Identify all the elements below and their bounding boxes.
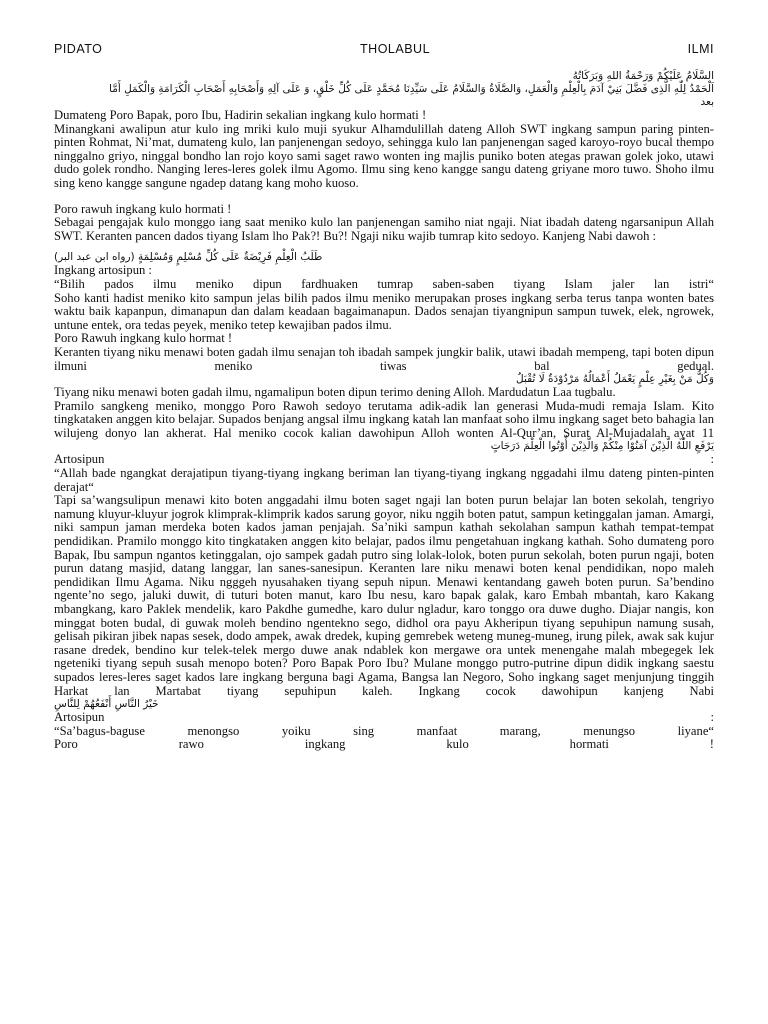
worship-paragraph: Keranten tiyang niku menawi boten gadah ilmu senajan toh ibadah sampek jungkir balik, utawi ibadah mempeng, tapi boten dipun ilmuni meniko tiwas bal gedual. xyxy=(54,344,714,373)
main-body-paragraph: Tapi sa’wangsulipun menawi kito boten anggadahi ilmu boten saget ngaji lan boten purun belajar lan boten sekolah, tengriyo namung kluyur-kluyur jogrok klimprak-klimprik kados sarung goyor, niku nggih boten patut, sampun ketinggalan jaman. Amargi, niki sampun jaman merdeka boten kados jaman penjajah. Sa’niki sampun kathah sekolahan sampun kathah tempat-tempat pendidikan. Pramilo monggo kito tingkataken anggen kito belajar, pados ilmu pengetahuan ingkang kathah. Soho dumateng poro Bapak, Ibu sampun ngantos ketinggalan, ojo sampek gadah putro sing lolak-lolok, boten purun sekolah, boten purun ngaji, boten purun datang masjid, datang langgar, lan sanes-sanesipun. Keranten lare niku menawi boten kenal pendidikan, nopo maleh pendidikan Ilmu Agama. Niku ngggeh nyusahaken tiyang sepuh nipun. Menawi kentandang gaweh boten purun. Sa’bendino ngente’no sego, jaluki duwit, di tuturi boten manut, karo Ibu nesu, karo bapak galak, karo Embah mbantah, karo Kakang mbangkang, karo Paklek mendelik, karo Pakdhe gumedhe, karo dulur ngladur, karo tonggo ora duwe dugho. Diajar nangis, kon minggat boten budal, di guwak moleh bendino ngentekno sego, didhol ora payu Akheripun tiyang sepuhipun namung susah, gelisah pikiran jibek napas sesek, dodo ampek, awak dredek, kuping gemrebek weteng muneg-muneg, irung pilek, awak sak kujur rasane dredek, bendino kur telek-telek mergo duwe anak ndablek kon mergawe ora untek menengahe malah mbegegek lek ngeteniki tiyang sepuh susah menopo boten? Poro Bapak Poro Ibu? Mulane monggo putro-putrine dipun didik ingkang saestu supados leres-leres saget kados lare ingkang berguna bagi Agama, Bangsa lan Negoro, Soho ingkang saget menjunjung tinggih Harkat lan Martabat tiyang sepuhipun kaleh. Ingkang cocok dawohipun kanjeng Nabi xyxy=(54,493,714,698)
opening-paragraph: Minangkani awalipun atur kulo ing mriki kulo muji syukur Alhamdulillah dateng Alloh SWT ingkang sampun paring pinten-pinten Rohmat, Ni’mat, dumateng kulo, lan panjenengan sedoyo, sehingga kulo lan panjenengan saged karoyo-royo bucal thempo ninggalno griyo, ninggal bondho lan rojo koyo sami saget rawo wonten ing majlis puniko boten ategas prawan golek joko, utawi dudo golek rondho. Nanging leres-leres golek ilmu Agomo. Ilmu sing keno kangge sangu dateng griyane moro tuwo. Shoho ilmu sing keno kangge sangune ngadep datang kang moho kuoso. xyxy=(54,121,714,190)
explanation-paragraph: Soho kanti hadist meniko kito sampun jelas bilih pados ilmu meniko merupakan proses ingkang serba terus tanpa wonten bates waktu baik kapanpun, dimanapun dan dalam keadaan bagaimanapun. Dados senajan tiyangnipun sampun tuwek, elek, ngrowek, untune entek, ora tedas peyek, meniko tetep kewajiban pados ilmu. xyxy=(54,290,714,332)
meaning-label: Ingkang artosipun : xyxy=(54,263,152,278)
arabic-hamdalah: اَلْحَمْدُ لِلّٰهِ الَّذِى فَضَّلَ بَنِيْ آدَمَ بِالْعِلْمِ وَالْعَمَلِ، وَالصَّلَاةُ وَالسَّلَامُ عَلَى سَيِّدِنَا مُحَمَّدٍ عَلَى كُلِّ خَلْقٍ، وَ عَلَى آلِهِ وَأَصْحَابِهِ أَصْحَابِ الْكَرَامَةِ وَالْكَمَلِ أَمَّا xyxy=(109,83,714,95)
encouragement-paragraph: Pramilo sangkeng meniko, monggo Poro Rawoh sedoyo terutama adik-adik lan generasi Muda-mudi remaja Islam. Kito tingkataken anggen kito belajar. Supados benjang angsal ilmu ingkang katah lan manfaat soho ilmu ingkang saget beto bahagia lan wilujeng donyo lan akherat. Hal meniko cocok kalian dawohipun Alloh wonten Al-Qur’an, Surat Al-Mujadalah ayat 11 xyxy=(54,398,714,440)
meaning-label-3-text: Artosipun xyxy=(54,710,105,725)
arabic-salam: السَّلَامُ عَلَيْكُمْ وَرَحْمَةُ اللهِ وَبَرَكَاتُهُ xyxy=(572,70,714,82)
document-header xyxy=(54,42,714,56)
header-right: ILMI xyxy=(687,42,714,56)
meaning-label-2-text: Artosipun xyxy=(54,452,105,467)
invitation-paragraph: Sebagai pengajak kulo monggo iang saat meniko kulo lan panjenengan samiho niat ngaji. Niat ibadah dateng ngarsanipun Allah SWT. Keranten pancen dados tiyang Islam lho Pak?! Bu?! Ngaji niku wajib tumrap kito sedoyo. Kanjeng Nabi dawoh : xyxy=(54,215,714,243)
meaning-label-3-colon: : xyxy=(710,710,714,725)
hadith-translation: “Bilih pados ilmu meniko dipun fardhuaken tumrap saben-saben tiyang Islam jaler lan istri“ xyxy=(54,276,714,291)
arabic-amma-bad: بعد xyxy=(700,96,714,108)
hadith-seeking-knowledge: طَلَبُ الْعِلْمِ فَرِيْضَةٌ عَلَى كُلِّ مُسْلِمٍ وَمُسْلِمَةٍ (رواه ابن عبد البر) xyxy=(54,251,323,264)
closing-address: Poro rawo ingkang kulo hormati ! xyxy=(54,737,714,752)
ayat-translation: “Allah bade ngangkat derajatipun tiyang-tiyang ingkang beriman lan tiyang-tiyang ingkang nggadahi ilmu dateng pinten-pinten derajat“ xyxy=(54,466,714,494)
address-paragraph: Poro rawuh ingkang kulo hormati ! xyxy=(54,201,232,216)
arabic-quote-deeds: وَكُلُّ مَنْ بِغَيْرِ عِلْمٍ يَعْمَلُ أَعْمَالُهُ مَرْدُوْدَةٌ لَا تُقْبَلُ xyxy=(516,373,714,386)
hadith-best-translation: “Sa’bagus-baguse menongso yoiku sing manfaat marang, menungso liyane“ xyxy=(54,723,714,738)
address-paragraph-2: Poro Rawuh ingkang kulo hormat ! xyxy=(54,331,233,346)
quran-ayat: يَرْفَعِ اللّٰهُ الَّذِيْنَ آمَنُوْا مِنْكُمْ وَالَّذِيْنَ أُوْتُوا الْعِلْمَ دَرَجَاتٍ xyxy=(490,440,714,453)
meaning-label-2-colon: : xyxy=(710,452,714,467)
meaning-label-3 xyxy=(54,711,714,725)
header-left: PIDATO xyxy=(54,42,103,56)
hadith-best-people: خَيْرُ النَّاسِ أَنْفَعُهُمْ لِلنَّاسِ xyxy=(54,698,159,711)
quote-translation: Tiyang niku menawi boten gadah ilmu, ngamalipun boten dipun terimo dening Alloh. Mardudatun Laa tugbalu. xyxy=(54,385,616,400)
meaning-label-2 xyxy=(54,453,714,467)
greeting-paragraph: Dumateng Poro Bapak, poro Ibu, Hadirin sekalian ingkang kulo hormati ! xyxy=(54,108,427,122)
header-center: THOLABUL xyxy=(360,42,431,56)
